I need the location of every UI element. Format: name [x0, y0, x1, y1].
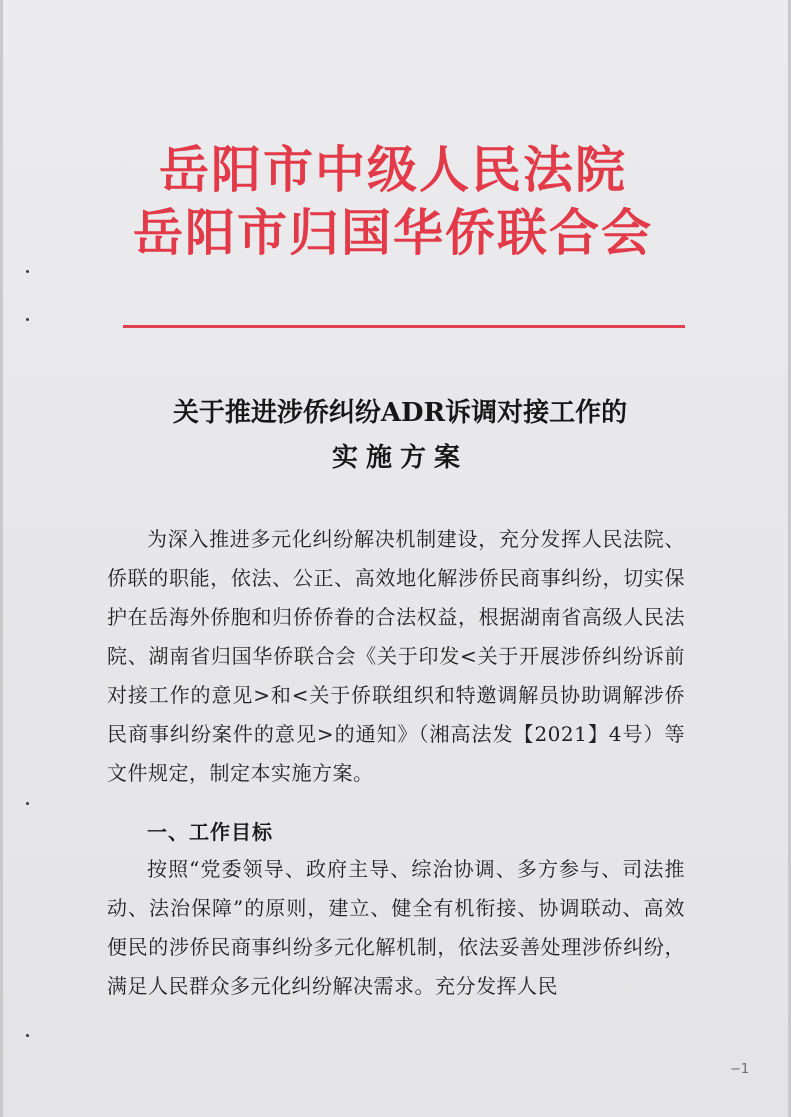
document-title-line2: 实施方案 — [331, 443, 468, 473]
paragraph-text: 按照“党委领导、政府主导、综治协调、多方参与、司法推动、法治保障”的原则，建立、健全有机衔接、协调联动、高效便民的涉侨民商事纠纷多元化解机制，依法妥善处理涉侨纠纷，满足人民群众多元化纠纷解决需求。充分发挥人民 — [107, 857, 685, 998]
issuer-name-federation: 岳阳市归国华侨联合会 — [133, 203, 653, 262]
red-header-rule — [123, 325, 685, 328]
body-paragraph-goals — [107, 850, 685, 1006]
binding-hole-mark — [26, 270, 29, 273]
page-number: −1 — [730, 1062, 750, 1077]
binding-hole-mark — [26, 318, 29, 321]
scan-edge-left — [0, 0, 3, 1117]
issuer-name-court: 岳阳市中级人民法院 — [159, 140, 627, 199]
body-paragraph-intro — [107, 520, 685, 793]
section-heading-goals: 一、工作目标 — [147, 820, 273, 844]
paragraph-text: 为深入推进多元化纠纷解决机制建设，充分发挥人民法院、侨联的职能，依法、公正、高效地化解涉侨民商事纠纷，切实保护在岳海外侨胞和归侨侨眷的合法权益，根据湖南省高级人民法院、湖南省归国华侨联合会《关于印发<关于开展涉侨纠纷诉前对接工作的意见>和<关于侨联组织和特邀调解员协助调解涉侨民商事纠纷案件的意见>的通知》（湘高法发【2021】4号）等文件规定，制定本实施方案。 — [107, 527, 685, 785]
binding-hole-mark — [26, 1034, 29, 1037]
document-title-line1: 关于推进涉侨纠纷ADR诉调对接工作的 — [172, 398, 628, 428]
binding-hole-mark — [26, 802, 29, 805]
